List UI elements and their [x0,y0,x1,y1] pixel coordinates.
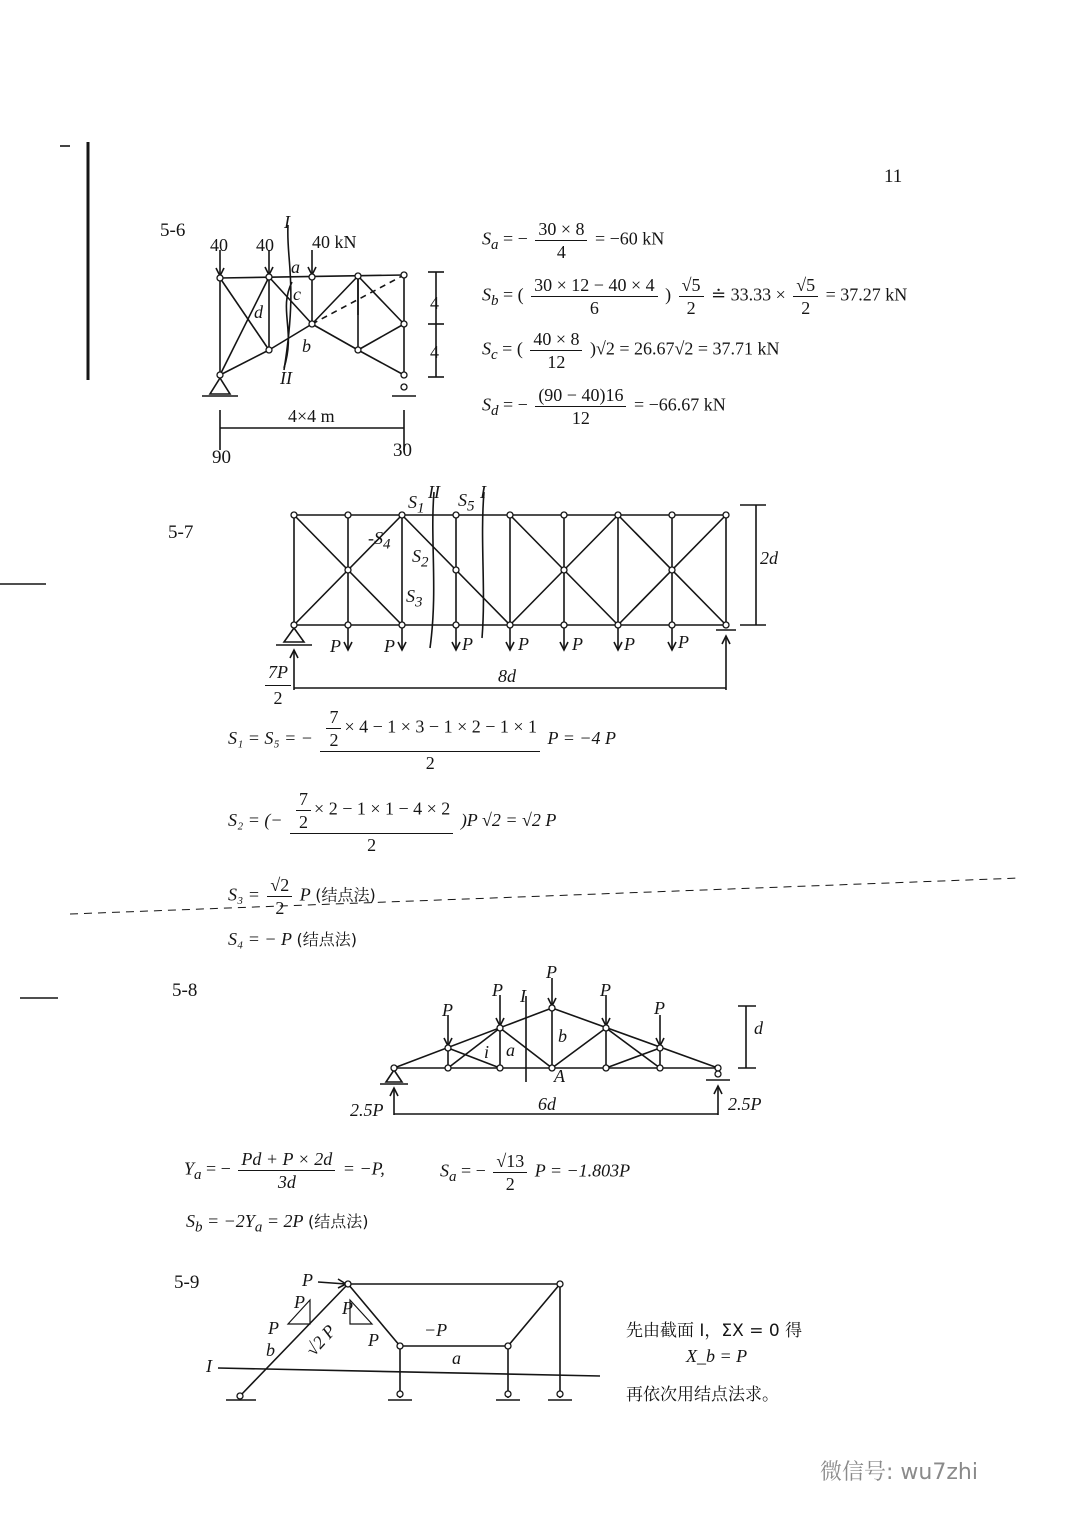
force-label: −P [424,1320,448,1340]
scan-margin-marks [0,140,80,1340]
member-label: a [291,257,300,277]
load-label: P [654,998,665,1018]
section-label: II [280,368,292,388]
reaction-label: 2.5P [728,1094,762,1114]
load-label: P [678,632,689,652]
section-label: I [284,212,290,232]
section-label: II [428,482,440,502]
problem-label-5-9: 5-9 [174,1272,200,1293]
member-label: b [302,336,311,356]
equation-ya: $Y_a$ = − $\frac{Pd + P \times 2d}{3d}$ = −P, [184,1149,385,1192]
section-label: I [206,1356,212,1376]
dashed-divider [70,872,1030,892]
member-label: a [452,1348,461,1368]
truss-diagram-5-7 [270,500,770,720]
watermark: 微信号: wu7zhi [820,1460,978,1485]
height-label: 4 [430,342,439,362]
height-label: d [754,1018,763,1038]
member-label-s5: $S_5$ [458,490,475,515]
equation-s1-s5: S₁ = S₅ = − $\frac{7}{2}$ × 4 − 1 × 3 − 1 × 2 − 1 × 1 2 P = −4 P [228,707,616,773]
truss-diagram-5-8 [378,990,778,1130]
member-label-s2: $S_2$ [412,546,429,571]
load-label: P [600,980,611,1000]
equation-s4: S₄ = − P (结点法) [228,929,358,949]
load-label: P [572,634,583,654]
load-label: 40 kN [312,232,357,252]
equation-sd: $S_d$ = − $\frac{(90 - 40)16}{12}$ = −66.67 kN [482,385,726,428]
load-label: 40 [256,235,274,255]
equation-sc: $S_c$ = ( $\frac{40 \times 8}{12}$ )√2 = 26.67√2 = 37.71 kN [482,329,780,372]
member-label-s4: $-S_4$ [368,528,391,553]
load-label: 40 [210,235,228,255]
force-label: √2 P [301,1320,340,1360]
member-label: A [554,1066,565,1086]
span-label: 4×4 m [288,406,335,426]
load-label: P [302,1270,313,1290]
span-label: 8d [498,666,516,686]
load-label: P [442,1000,453,1020]
reaction-label: 30 [393,440,412,461]
solution-note-line-3: 再依次用结点法求。 [626,1385,779,1405]
load-label: P [384,636,395,656]
height-label: 4 [430,293,439,313]
page-number: 11 [884,166,903,187]
load-label: P [624,634,635,654]
member-label: d [254,302,263,322]
member-label: b [558,1026,567,1046]
member-label: i [484,1042,490,1062]
problem-label-5-7: 5-7 [168,522,194,543]
section-label: I [520,986,526,1006]
problem-label-5-8: 5-8 [172,980,198,1001]
equation-s3: S₃ = $\frac{√2}{2}$ P (结点法) [228,875,376,918]
equation-sa: $S_a$ = − $\frac{30 \times 8}{4}$ = −60 kN [482,219,665,262]
height-label: 2d [760,548,778,568]
force-label: P [268,1318,279,1338]
force-label: P [294,1292,305,1312]
span-label: 6d [538,1094,556,1114]
member-label-s1: $S_1$ [408,492,425,517]
equation-sb: $S_b$ = ( $\frac{30 \times 12 - 40 \times 4}{6}$ ) $\frac{√5}{2}$ ≐ 33.33 × $\frac{√5}{2}$ = 37.27 kN [482,275,908,318]
solution-note-line-1: 先由截面 I，ΣX = 0 得 [626,1321,803,1341]
load-label: P [546,962,557,982]
equation-s2: S₂ = (− $\frac{7}{2}$ × 2 − 1 × 1 − 4 × 2 2 )P √2 = √2 P [228,789,557,855]
reaction-label: 90 [212,447,231,468]
equation-sb-5-8: $S_b = -2Y_a = 2P$ (结点法) [186,1211,369,1236]
problem-label-5-6: 5-6 [160,220,186,241]
load-label: P [518,634,529,654]
frame-diagram-5-9 [200,1272,620,1432]
equation-sa-5-8: $S_a$ = − $\frac{√13}{2}$ P = −1.803P [440,1151,631,1194]
reaction-fraction: $\frac{7P}{2}$ [262,662,294,709]
solution-note-line-2: X_b = P [686,1346,748,1366]
section-label: I [480,482,486,502]
member-label: a [506,1040,515,1060]
member-label-s3: $S_3$ [406,586,423,611]
member-label: c [293,284,301,304]
member-label: b [266,1340,275,1360]
load-label: P [492,980,503,1000]
load-label: P [462,634,473,654]
force-label: P [342,1298,353,1318]
reaction-label: 2.5P [350,1100,384,1120]
load-label: P [330,636,341,656]
force-label: P [368,1330,379,1350]
